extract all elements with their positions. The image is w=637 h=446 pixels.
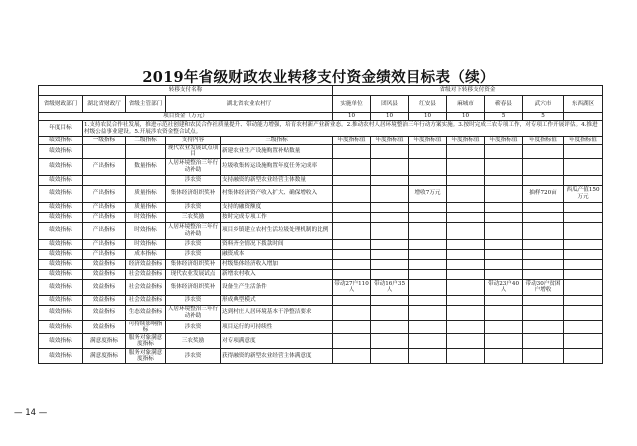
row-value — [409, 202, 447, 212]
row-level3: 村集体经济资产收入扩大、确保增收入 — [221, 185, 333, 202]
row-level2: 时效指标 — [126, 212, 166, 222]
row-value — [409, 212, 447, 222]
column-header: 年度指标值 — [523, 137, 564, 145]
row-value — [409, 222, 447, 239]
row-value — [564, 249, 603, 259]
funds-row — [39, 113, 603, 121]
row-value — [447, 202, 485, 212]
row-value — [485, 222, 523, 239]
column-header: 年度指标值 — [409, 137, 447, 145]
funds-cell: 10 — [447, 113, 485, 121]
row-support: 集体经济组织奖补 — [166, 279, 221, 295]
row-level1: 效益指标 — [83, 305, 126, 320]
row-value — [523, 158, 564, 175]
row-value — [523, 212, 564, 222]
row-value — [409, 334, 447, 349]
page-title: 2019年省级财政农业转移支付资金绩效目标表（续） — [142, 69, 495, 86]
row-value — [371, 269, 409, 279]
row-level2: 服务对象满意度指标 — [126, 334, 166, 349]
row-value — [333, 222, 371, 239]
row-support: 涉农资 — [166, 320, 221, 334]
row-value — [523, 305, 564, 320]
row-level2: 质量指标 — [126, 185, 166, 202]
row-value — [333, 175, 371, 185]
row-value: 西瓜产值150万元 — [564, 185, 603, 202]
row-level1 — [83, 145, 126, 159]
row-level3: 达到村庄人居环境基本干净整洁要求 — [221, 305, 333, 320]
row-level3: 新建农业生产设施购置补贴数量 — [221, 145, 333, 159]
row-level3: 垃圾收集转运设施购置年度任务完成率 — [221, 158, 333, 175]
row-value — [485, 259, 523, 269]
row-value — [564, 295, 603, 305]
row-value — [333, 259, 371, 269]
performance-table — [38, 85, 603, 364]
row-value — [409, 158, 447, 175]
goal-label: 年度目标 — [39, 121, 83, 137]
row-value — [447, 295, 485, 305]
row-value — [523, 239, 564, 249]
row-value — [409, 349, 447, 364]
table-row — [39, 145, 603, 159]
goal-text: 1.支持农民合作社发展，推进示范社创建和农民合作社质量提升、带动能力增强，培育农村新产业新业态。2.推动农村人居环境整治三年行动方案实施。3.按时完成三农专项工作，对专项工作开展评估。4.推进村级公益事业建设。5.开展涉农资金整合试点。 — [83, 121, 603, 137]
table-row — [39, 212, 603, 222]
row-value — [409, 145, 447, 159]
row-value — [523, 202, 564, 212]
row-value — [564, 145, 603, 159]
funds-cell — [564, 113, 603, 121]
row-value — [485, 349, 523, 364]
row-value — [523, 222, 564, 239]
row-value — [333, 185, 371, 202]
row-category: 绩效指标 — [39, 185, 83, 202]
competent-label: 省级主管部门 — [126, 96, 166, 113]
row-value — [523, 175, 564, 185]
row-level3: 新增农村收入 — [221, 269, 333, 279]
row-value — [485, 295, 523, 305]
row-value — [564, 320, 603, 334]
row-value — [564, 269, 603, 279]
column-header: 支持内容 — [166, 137, 221, 145]
row-value — [485, 145, 523, 159]
row-value — [485, 305, 523, 320]
row-level1: 产出指标 — [83, 212, 126, 222]
row-level2: 质量指标 — [126, 202, 166, 212]
table-body — [39, 145, 603, 364]
row-value — [447, 145, 485, 159]
row-value — [564, 158, 603, 175]
row-value — [333, 202, 371, 212]
row-value — [447, 175, 485, 185]
hubei-label: 湖北省财政厅 — [83, 96, 126, 113]
row-value — [409, 295, 447, 305]
table-row — [39, 349, 603, 364]
row-value — [485, 320, 523, 334]
row-category: 绩效指标 — [39, 279, 83, 295]
row-support: 涉农资 — [166, 175, 221, 185]
row-value: 带动30户贫困户增收 — [523, 279, 564, 295]
unit-label: 实施单位 — [333, 96, 371, 113]
column-header: 三级指标 — [221, 137, 333, 145]
row-category: 绩效指标 — [39, 158, 83, 175]
goal-row — [39, 121, 603, 137]
row-level2: 数量指标 — [126, 158, 166, 175]
column-header: 二级指标 — [126, 137, 166, 145]
row-level2: 社会效益指标 — [126, 295, 166, 305]
table-row — [39, 185, 603, 202]
funds-cell: 10 — [333, 113, 371, 121]
row-value — [447, 239, 485, 249]
row-support: 人居环境整治三年行动补助 — [166, 158, 221, 175]
funds-cell: 10 — [371, 113, 409, 121]
row-value — [409, 175, 447, 185]
row-value — [564, 222, 603, 239]
row-value — [447, 212, 485, 222]
row-level2 — [126, 145, 166, 159]
column-header: 年度指标值 — [447, 137, 485, 145]
row-value — [333, 212, 371, 222]
row-value — [409, 305, 447, 320]
row-value — [564, 175, 603, 185]
row-value — [523, 349, 564, 364]
header-row-1 — [39, 86, 603, 96]
row-value — [523, 334, 564, 349]
row-level3: 形成典型模式 — [221, 295, 333, 305]
row-value — [485, 249, 523, 259]
row-value: 带动23户40人 — [485, 279, 523, 295]
row-value — [333, 305, 371, 320]
row-value — [485, 185, 523, 202]
row-level1: 产出指标 — [83, 202, 126, 212]
header-row-2 — [39, 96, 603, 113]
column-header: 年度指标值 — [371, 137, 409, 145]
row-level3: 项目运行的可持续性 — [221, 320, 333, 334]
row-level3: 支持的融资额度 — [221, 202, 333, 212]
transfer-name-label: 转移支付名称 — [39, 86, 333, 96]
row-level1: 产出指标 — [83, 185, 126, 202]
row-level1: 效益指标 — [83, 259, 126, 269]
table-row — [39, 259, 603, 269]
table-row — [39, 295, 603, 305]
row-category: 绩效指标 — [39, 212, 83, 222]
column-header: 年度指标值 — [333, 137, 371, 145]
row-category: 绩效指标 — [39, 259, 83, 269]
row-value — [447, 158, 485, 175]
row-value: 增收7万元 — [409, 185, 447, 202]
row-value — [523, 320, 564, 334]
row-level3: 按时完成专项工作 — [221, 212, 333, 222]
unit-cell: 武穴市 — [523, 96, 564, 113]
row-value — [371, 222, 409, 239]
table-row — [39, 175, 603, 185]
row-category: 绩效指标 — [39, 269, 83, 279]
row-value — [409, 239, 447, 249]
row-value — [409, 249, 447, 259]
row-value — [333, 295, 371, 305]
row-value — [564, 212, 603, 222]
row-value — [333, 239, 371, 249]
row-level1: 效益指标 — [83, 269, 126, 279]
row-level1: 满意度指标 — [83, 334, 126, 349]
row-level3: 村级集体经济收入增加 — [221, 259, 333, 269]
funds-cell: 10 — [409, 113, 447, 121]
row-level3: 项目乡镇建立农村生活垃圾处理机制的比例 — [221, 222, 333, 239]
funds-cell: 5 — [485, 113, 523, 121]
row-category: 绩效指标 — [39, 249, 83, 259]
subsidy-label: 省级对下转移支付资金 — [333, 86, 603, 96]
funds-label: 项目资金（万元） — [39, 113, 333, 121]
table-row — [39, 320, 603, 334]
row-value — [485, 269, 523, 279]
row-category: 绩效指标 — [39, 349, 83, 364]
row-value — [523, 295, 564, 305]
row-value — [371, 349, 409, 364]
table-row — [39, 222, 603, 239]
row-value — [371, 295, 409, 305]
row-value — [409, 279, 447, 295]
unit-cell: 红安县 — [409, 96, 447, 113]
row-value: 抽样720亩 — [523, 185, 564, 202]
row-level2: 时效指标 — [126, 239, 166, 249]
column-header-row — [39, 137, 603, 145]
row-support: 涉农资 — [166, 202, 221, 212]
row-level1: 效益指标 — [83, 295, 126, 305]
row-support: 涉农资 — [166, 249, 221, 259]
row-level2: 社会效益指标 — [126, 279, 166, 295]
row-value — [409, 269, 447, 279]
funds-cell: 5 — [523, 113, 564, 121]
row-level2: 时效指标 — [126, 222, 166, 239]
row-level1: 产出指标 — [83, 222, 126, 239]
row-level1: 产出指标 — [83, 158, 126, 175]
provincial-label: 省级财政部门 — [39, 96, 83, 113]
row-level3: 融资成本 — [221, 249, 333, 259]
row-value — [371, 175, 409, 185]
row-value — [371, 239, 409, 249]
row-level1: 满意度指标 — [83, 349, 126, 364]
row-value — [371, 305, 409, 320]
row-value — [371, 320, 409, 334]
row-level1: 效益指标 — [83, 279, 126, 295]
table-row — [39, 158, 603, 175]
table-row — [39, 334, 603, 349]
row-level3: 资料齐全情况下拨款时间 — [221, 239, 333, 249]
row-value — [409, 259, 447, 269]
table-row — [39, 269, 603, 279]
row-value — [485, 158, 523, 175]
row-level1 — [83, 175, 126, 185]
row-value — [485, 334, 523, 349]
row-value — [523, 269, 564, 279]
row-value — [447, 334, 485, 349]
row-support: 集体经济组织奖补 — [166, 259, 221, 269]
row-support: 涉农资 — [166, 349, 221, 364]
row-value — [564, 259, 603, 269]
row-value — [564, 334, 603, 349]
row-value — [371, 334, 409, 349]
row-value — [447, 305, 485, 320]
table-row — [39, 305, 603, 320]
row-support: 人居环境整治三年行动补助 — [166, 222, 221, 239]
row-value — [371, 259, 409, 269]
row-level1: 效益指标 — [83, 320, 126, 334]
competent-value: 湖北省农业农村厅 — [166, 96, 333, 113]
row-support: 集体经济组织奖补 — [166, 185, 221, 202]
row-category: 绩效指标 — [39, 305, 83, 320]
table-row — [39, 249, 603, 259]
row-value — [333, 269, 371, 279]
column-header: 一级指标 — [83, 137, 126, 145]
row-support: 三农奖励 — [166, 212, 221, 222]
row-value — [447, 320, 485, 334]
unit-cell: 东西湖区 — [564, 96, 603, 113]
row-category: 绩效指标 — [39, 222, 83, 239]
row-support: 现代农业发展试点 — [166, 269, 221, 279]
row-level2 — [126, 175, 166, 185]
row-level1: 产出指标 — [83, 249, 126, 259]
row-category: 绩效指标 — [39, 202, 83, 212]
row-level3: 设备生产生活条件 — [221, 279, 333, 295]
row-value — [485, 202, 523, 212]
row-category: 绩效指标 — [39, 320, 83, 334]
row-value — [371, 185, 409, 202]
row-value — [409, 320, 447, 334]
row-value — [564, 239, 603, 249]
row-value — [371, 202, 409, 212]
row-support: 涉农资 — [166, 239, 221, 249]
row-value — [371, 158, 409, 175]
table-row — [39, 279, 603, 295]
row-level2: 可持续影响指标 — [126, 320, 166, 334]
row-value — [447, 185, 485, 202]
row-value — [564, 349, 603, 364]
row-level3: 获得融资的新型农业经营主体满意度 — [221, 349, 333, 364]
row-value: 带动27户110人 — [334, 280, 369, 294]
row-value — [523, 259, 564, 269]
table-row — [39, 239, 603, 249]
row-support: 三农奖励 — [166, 334, 221, 349]
row-level2: 生态效益指标 — [126, 305, 166, 320]
row-value — [333, 334, 371, 349]
row-value: 带动16户35人 — [371, 279, 409, 295]
row-value — [333, 145, 371, 159]
row-value — [447, 249, 485, 259]
row-value — [371, 145, 409, 159]
row-value — [447, 259, 485, 269]
row-value — [333, 158, 371, 175]
column-header: 年度指标值 — [485, 137, 523, 145]
row-support: 涉农资 — [166, 295, 221, 305]
row-level2: 经济效益指标 — [126, 259, 166, 269]
row-value — [564, 279, 603, 295]
row-value — [447, 349, 485, 364]
row-value — [485, 175, 523, 185]
unit-cell: 团风县 — [371, 96, 409, 113]
row-value — [564, 305, 603, 320]
column-header: 年度指标值 — [564, 137, 603, 145]
row-value — [371, 212, 409, 222]
row-value — [333, 349, 371, 364]
row-value — [371, 249, 409, 259]
row-support: 人居环境整治三年行动补助 — [166, 305, 221, 320]
row-value — [447, 222, 485, 239]
row-value — [485, 212, 523, 222]
row-category: 绩效指标 — [39, 295, 83, 305]
row-category: 绩效指标 — [39, 334, 83, 349]
row-value — [564, 202, 603, 212]
column-header: 绩效指标 — [39, 137, 83, 145]
row-value — [447, 269, 485, 279]
row-value — [447, 279, 485, 295]
row-value — [333, 320, 371, 334]
row-level3: 支持融资的新型农业经营主体数量 — [221, 175, 333, 185]
row-category: 绩效指标 — [39, 175, 83, 185]
row-value — [485, 239, 523, 249]
unit-cell: 麻城市 — [447, 96, 485, 113]
row-level2: 服务对象满意度指标 — [126, 349, 166, 364]
row-level2: 社会效益指标 — [126, 269, 166, 279]
table-row — [39, 202, 603, 212]
row-support: 现代农业发展试点项目 — [166, 145, 221, 159]
row-level1: 产出指标 — [83, 239, 126, 249]
row-category: 绩效指标 — [39, 239, 83, 249]
row-category: 绩效指标 — [39, 145, 83, 159]
row-level2: 成本指标 — [126, 249, 166, 259]
row-value — [333, 249, 371, 259]
page-number: — 14 — — [14, 408, 48, 418]
row-value — [523, 249, 564, 259]
row-level3: 对专项满意度 — [221, 334, 333, 349]
row-value — [523, 145, 564, 159]
unit-cell: 蕲春县 — [485, 96, 523, 113]
